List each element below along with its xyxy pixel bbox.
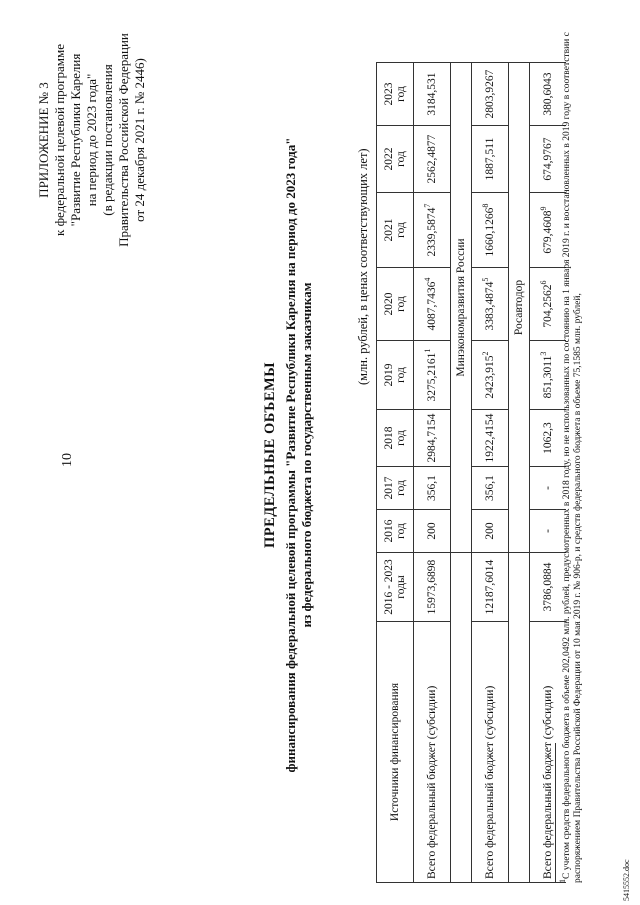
cell-year-value: 679,4608$^9$ (530, 193, 567, 268)
footnote-marker: 1 (557, 879, 567, 883)
appendix-line: к федеральной целевой программе (52, 44, 67, 236)
header-year: 2019 год (377, 341, 414, 410)
table-row (414, 63, 451, 883)
header-year: 2022 год (377, 126, 414, 193)
header-year: 2017 год (377, 467, 414, 510)
header-year: 2018 год (377, 410, 414, 467)
footnote-ref: 8 (481, 203, 491, 208)
table-header-row (377, 63, 414, 883)
footnote-ref: 1 (423, 348, 433, 353)
appendix-block (36, 15, 148, 265)
footnote-ref: 4 (423, 277, 433, 282)
cell-year-value: 3275,2161$^1$ (414, 341, 451, 410)
appendix-line: Правительства Российской Федерации (116, 33, 131, 247)
header-year: 2023 год (377, 63, 414, 126)
heading-subtitle-line1: финансирования федеральной целевой программы "Развитие Республики Карелия на период до 2023 года" (283, 137, 298, 773)
cell-year-value: 851,3011$^3$ (530, 341, 567, 410)
cell-year-value: 2803,9267 (472, 63, 509, 126)
cell-year-value: 3383,4874$^5$ (472, 268, 509, 341)
cell-total: 12187,6014 (472, 553, 509, 622)
footnote-divider (555, 743, 556, 883)
cell-year-value: 3184,531 (414, 63, 451, 126)
cell-source: Всего федеральный бюджет (субсидии) (530, 622, 567, 883)
subheader-row (451, 63, 472, 883)
cell-year-value: 1062,3 (530, 410, 567, 467)
appendix-line: ПРИЛОЖЕНИЕ № 3 (36, 82, 51, 198)
cell-year-value: 1922,4154 (472, 410, 509, 467)
cell-year-value: 2423,915$^2$ (472, 341, 509, 410)
cell-source: Всего федеральный бюджет (субсидии) (414, 622, 451, 883)
heading-title: ПРЕДЕЛЬНЫЕ ОБЪЕМЫ (262, 362, 278, 548)
header-total: 2016 - 2023 годы (377, 553, 414, 622)
footnote-ref: 3 (539, 351, 549, 356)
units-note: (млн. рублей, в ценах соответствующих лет) (356, 148, 370, 385)
appendix-line: на период до 2023 года" (84, 73, 99, 207)
footnote-ref: 6 (539, 280, 549, 285)
footnote-ref: 7 (423, 203, 433, 208)
cell-year-value: 2562,4877 (414, 126, 451, 193)
header-year: 2021 год (377, 193, 414, 268)
cell-total: 15973,6898 (414, 553, 451, 622)
subheader-row (509, 63, 530, 883)
footnote-ref: 9 (539, 206, 549, 211)
footnote-text: С учетом средств федерального бюджета в объеме 202,0492 млн. рублей, предусмотренных в 2018 году, но не использованных по состоянию на 1 января 2019 г. и восстановленных в 2019 году в соответствии с распоряжением Правительства Российской Федерации от 10 мая 2019 г. № 906-р, и средств федерального бюджета в объеме 75,1585 млн. рублей, (562, 32, 583, 883)
cell-total: 3786,0884 (530, 553, 567, 622)
cell-year-value: 200 (472, 510, 509, 553)
appendix-line: (в редакции постановления (100, 64, 115, 216)
appendix-line: "Развитие Республики Карелия (68, 53, 83, 227)
cell-source: Всего федеральный бюджет (субсидии) (472, 622, 509, 883)
cell-year-value: 704,2562$^6$ (530, 268, 567, 341)
heading-subtitle-line2: из федерального бюджета по государственным заказчикам (299, 282, 314, 628)
appendix-line: от 24 декабря 2021 г. № 2446) (132, 58, 147, 222)
cell-year-value: 1660,1266$^8$ (472, 193, 509, 268)
cell-year-value: - (530, 467, 567, 510)
header-source: Источники финансирования (377, 622, 414, 883)
cell-year-value: 4087,7436$^4$ (414, 268, 451, 341)
footnote-ref: 2 (481, 351, 491, 356)
footnote (557, 23, 584, 883)
cell-year-value: - (530, 510, 567, 553)
cell-year-value: 380,6043 (530, 63, 567, 126)
cell-year-value: 2984,7154 (414, 410, 451, 467)
cell-year-value: 356,1 (414, 467, 451, 510)
document-id: 5415552.doc (622, 859, 631, 901)
table-row (530, 63, 567, 883)
cell-year-value: 2339,5874$^7$ (414, 193, 451, 268)
header-year: 2016 год (377, 510, 414, 553)
cell-year-value: 674,9767 (530, 126, 567, 193)
footnote-ref: 5 (481, 277, 491, 282)
heading-block (262, 85, 315, 825)
cell-year-value: 356,1 (472, 467, 509, 510)
page-number: 10 (60, 453, 75, 467)
customer-subheader: Минэкономразвития России (451, 63, 472, 553)
header-year: 2020 год (377, 268, 414, 341)
customer-subheader: Росавтодор (509, 63, 530, 553)
cell-year-value: 1887,511 (472, 126, 509, 193)
cell-year-value: 200 (414, 510, 451, 553)
table-row (472, 63, 509, 883)
funding-table (376, 62, 566, 883)
